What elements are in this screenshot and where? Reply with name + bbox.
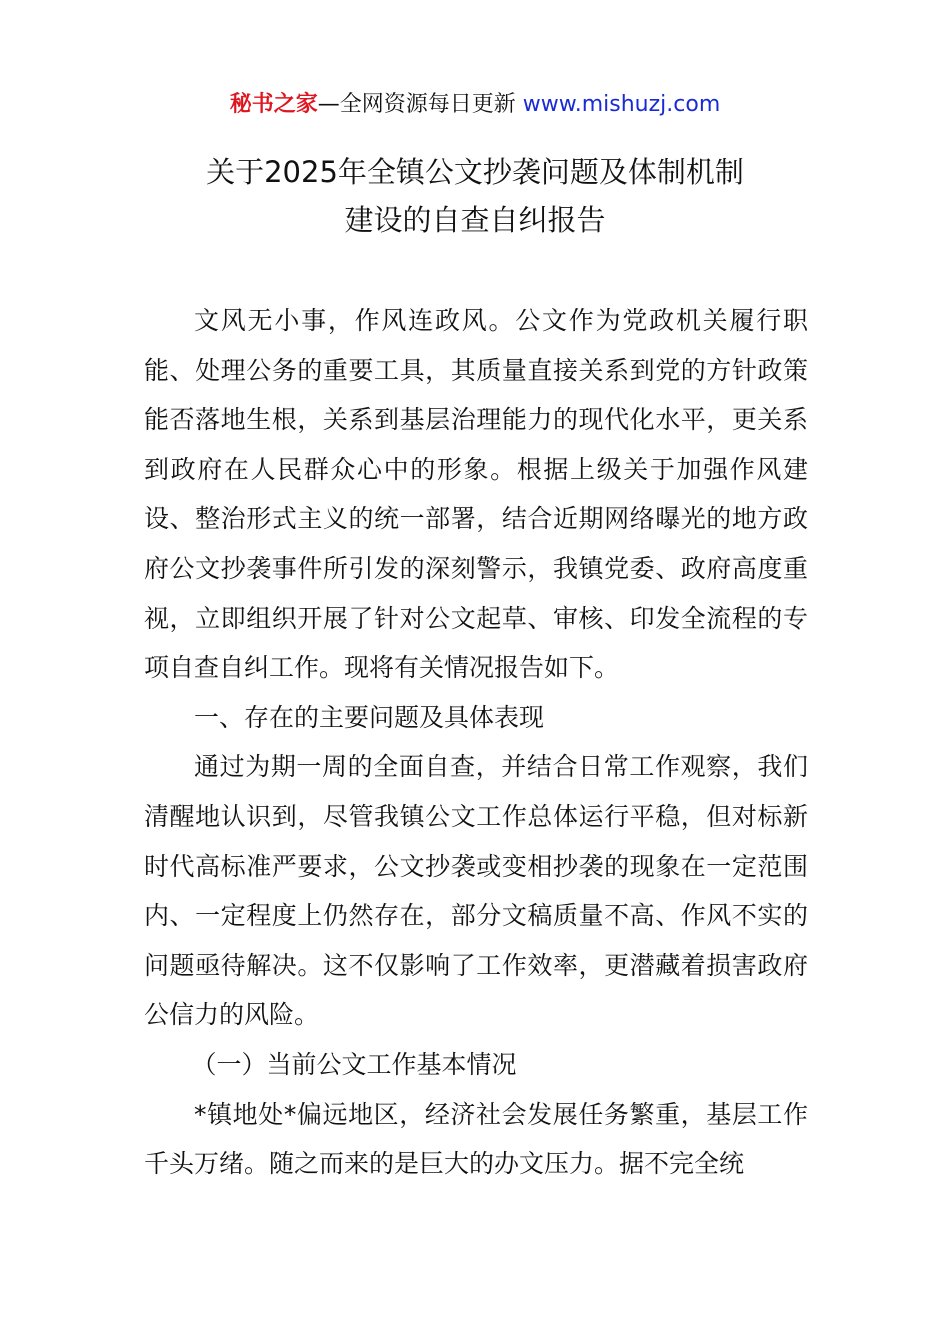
title-line-2: 建设的自查自纠报告: [344, 203, 606, 237]
intro-paragraph: 文风无小事，作风连政风。公文作为党政机关履行职能、处理公务的重要工具，其质量直接关系到党的方针政策能否落地生根，关系到基层治理能力的现代化水平，更关系到政府在人民群众心中的形象。根据上级关于加强作风建设、整治形式主义的统一部署，结合近期网络曝光的地方政府公文抄袭事件所引发的深刻警示，我镇党委、政府高度重视，立即组织开展了针对公文起草、审核、印发全流程的专项自查自纠工作。现将有关情况报告如下。: [144, 306, 808, 683]
subsection-heading-1: （一）当前公文工作基本情况: [191, 1049, 517, 1079]
section-heading-1: 一、存在的主要问题及具体表现: [194, 702, 545, 732]
section-paragraph-1: 通过为期一周的全面自查，并结合日常工作观察，我们清醒地认识到，尽管我镇公文工作总体运行平稳，但对标新时代高标准严要求，公文抄袭或变相抄袭的现象在一定范围内、一定程度上仍然存在，部分文稿质量不高、作风不实的问题亟待解决。这不仅影响了工作效率，更潜藏着损害政府公信力的风险。: [144, 752, 808, 1030]
title-line-1: 关于2025年全镇公文抄袭问题及体制机制: [206, 155, 744, 189]
site-banner: [0, 88, 950, 122]
document-title: [0, 148, 950, 244]
document-body: [144, 296, 808, 1189]
brand-name: 秘书之家: [229, 92, 318, 117]
banner-tagline: —全网资源每日更新: [317, 92, 523, 117]
subsection-paragraph-1: *镇地处*偏远地区，经济社会发展任务繁重，基层工作千头万绪。随之而来的是巨大的办文压力。据不完全统: [144, 1099, 808, 1179]
site-url-link[interactable]: www.mishuzj.com: [522, 92, 721, 117]
